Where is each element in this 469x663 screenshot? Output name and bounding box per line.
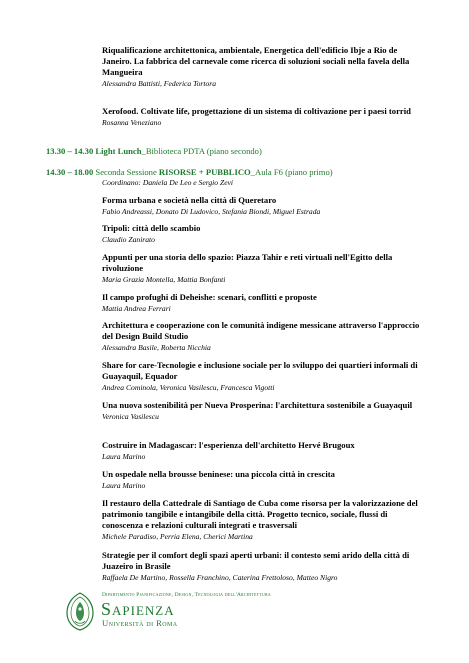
talk-item (102, 252, 424, 285)
talk-title: Share for care-Tecnologie e inclusione sociale per lo sviluppo dei quartieri informali di Guayaquil, Equador (102, 360, 418, 381)
talk-title: Xerofood. Coltivate life, progettazione di un sistema di coltivazione per i paesi torrid (102, 106, 411, 116)
talk-authors: Mattia Andrea Ferrari (102, 304, 171, 313)
brand-name: Sapienza (101, 599, 175, 619)
session-location: _Aula F6 (piano primo) (250, 167, 333, 177)
talk-authors: Raffaela De Martino, Rossella Franchino, Caterina Frettoloso, Matteo Nigro (102, 573, 338, 582)
talk-title: Riqualificazione architettonica, ambientale, Energetica dell'edificio Ibje a Rio de Janeiro. La fabbrica del carnevale come ricerca di soluzioni sociali nella favela della Mangueira (102, 45, 410, 77)
talk-item (102, 292, 424, 314)
lunch-label: Light Lunch (95, 146, 142, 156)
talk-authors: Maria Grazia Montella, Mattia Bonfanti (102, 275, 226, 284)
talk-authors: Veronica Vasilescu (102, 412, 159, 421)
talk-title: Appunti per una storia dello spazio: Piazza Tahir e reti virtuali nell'Egitto della rivoluzione (102, 252, 393, 273)
sapienza-seal-icon (64, 591, 96, 631)
talk-authors: Fabio Andreassi, Donato Di Ludovico, Stefania Biondi, Miguel Estrada (102, 207, 321, 216)
talk-authors: Laura Marino (102, 452, 146, 461)
university-name: Università di Roma (102, 618, 178, 628)
department-name: Dipartimento Pianificazione, Design, Tecnologia dell'Architettura (102, 592, 272, 598)
talk-item (102, 440, 424, 462)
session-coordinators: Coordinano: Daniela De Leo e Sergio Zevi (102, 178, 234, 187)
lunch-location: _Biblioteca PDTA (piano secondo) (141, 146, 262, 156)
talk-title: Il campo profughi di Deheishe: scenari, conflitti e proposte (102, 292, 317, 302)
talk-item (102, 400, 424, 422)
talk-authors: Rosanna Veneziano (102, 118, 162, 127)
talk-item (102, 360, 424, 393)
talk-authors: Alessandra Basile, Roberta Nicchia (102, 343, 211, 352)
talk-item (102, 498, 424, 542)
session-prefix: Seconda Sessione (95, 167, 157, 177)
sapienza-logo (64, 591, 324, 631)
talk-title: Il restauro della Cattedrale di Santiago de Cuba come risorsa per la valorizzazione del patrimonio tangibile e intangibile della città. Progetto tecnico, sociale, flussi di conoscenza e relazioni culturali integrati e trasversali (102, 498, 418, 530)
talk-title: Architettura e cooperazione con le comunità indigene messicane attraverso l'approccio del Design Build Studio (102, 320, 420, 341)
talk-title: Forma urbana e società nella città di Queretaro (102, 195, 277, 205)
session-row (46, 167, 436, 178)
talk-title: Strategie per il comfort degli spazi aperti urbani: il contesto semi arido della città di Juazeiro in Brasile (102, 550, 410, 571)
talk-item (102, 469, 424, 491)
talk-authors: Alessandra Battisti, Federica Tortora (102, 79, 217, 88)
talk-item (102, 223, 424, 245)
talk-item (102, 106, 424, 128)
lunch-row (46, 146, 436, 157)
talk-authors: Andrea Cominola, Veronica Vasilescu, Francesca Vigotti (102, 383, 275, 392)
talk-title: Tripoli: città dello scambio (102, 223, 201, 233)
talk-title: Un ospedale nella brousse beninese: una piccola città in crescita (102, 469, 335, 479)
session-name: RISORSE + PUBBLICO (158, 167, 251, 177)
talk-authors: Michele Paradiso, Perria Elena, Cherici Martina (102, 532, 253, 541)
talk-item (102, 195, 424, 217)
session-time: 14.30 – 18.00 (46, 167, 94, 177)
talk-item (102, 550, 424, 583)
lunch-time: 13.30 – 14.30 (46, 146, 94, 156)
talk-authors: Laura Marino (102, 481, 146, 490)
talk-item (102, 45, 424, 89)
talk-title: Una nuova sostenibilità per Nueva Prosperina: l'architettura sostenibile a Guayaquil (102, 400, 413, 410)
talk-title: Costruire in Madagascar: l'esperienza dell'architetto Hervé Brugoux (102, 440, 355, 450)
talk-item (102, 320, 424, 353)
talk-authors: Claudio Zanirato (102, 235, 155, 244)
